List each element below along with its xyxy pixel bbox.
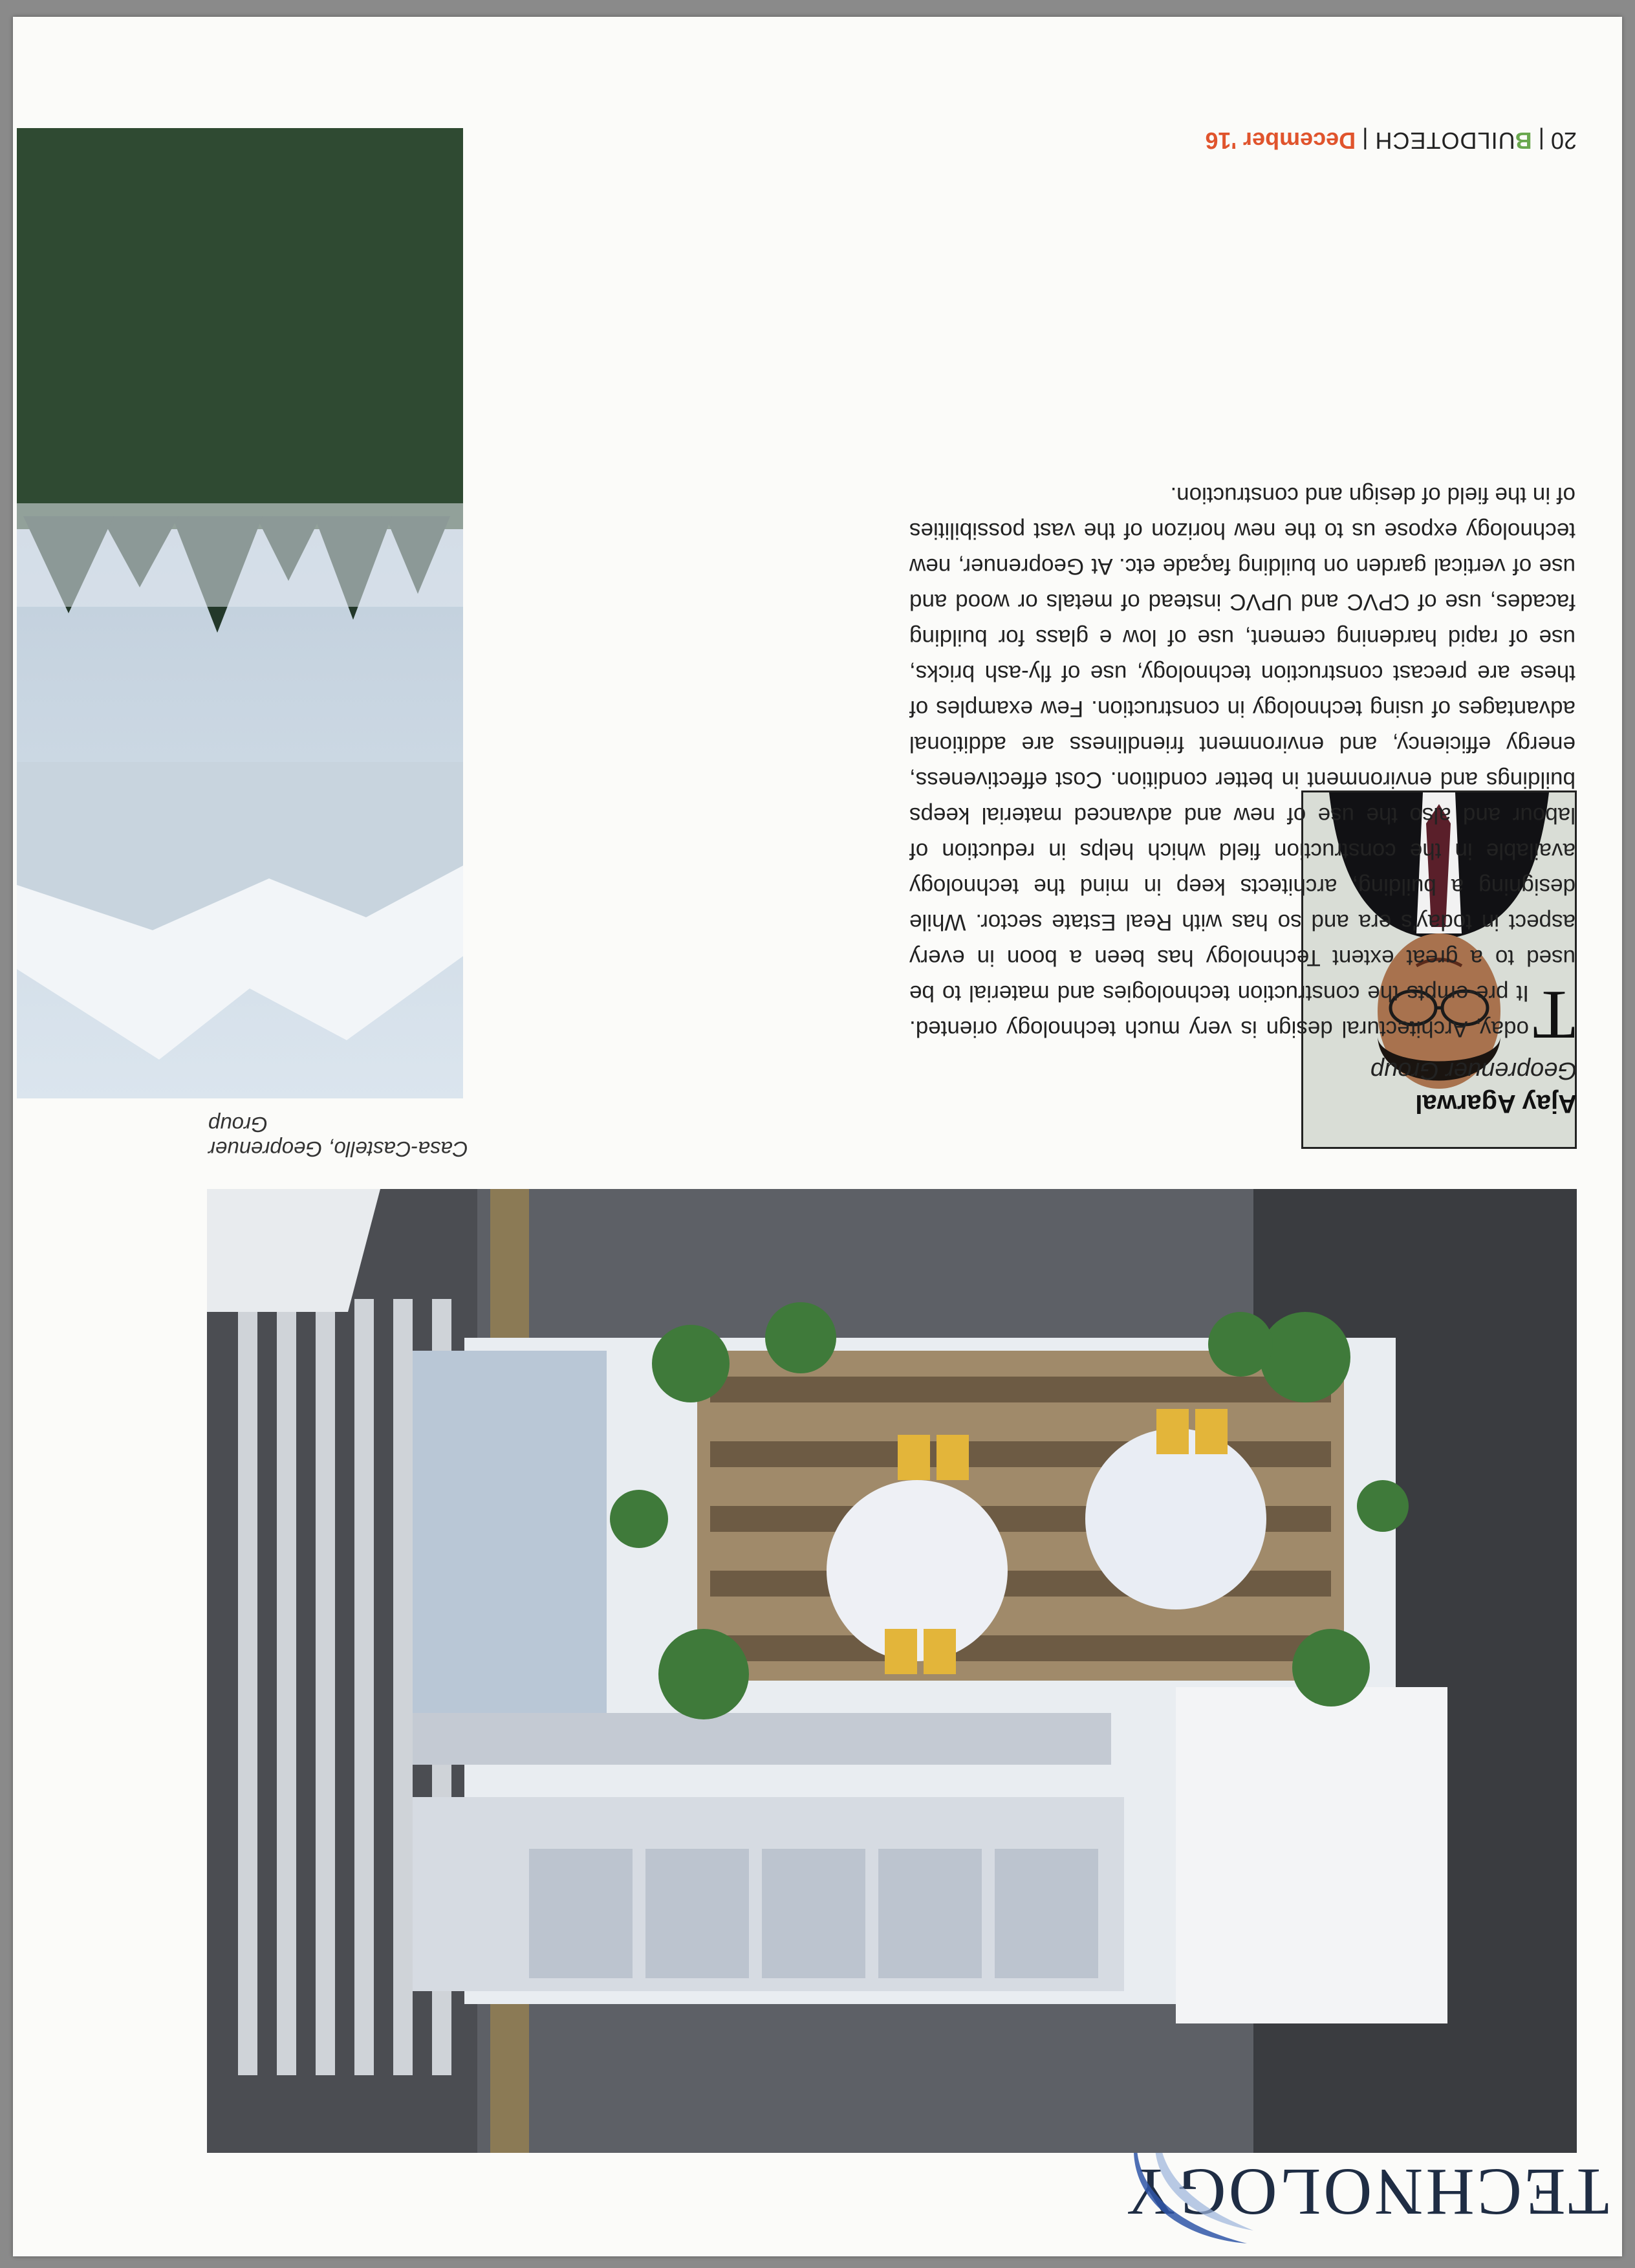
article-body: [909, 477, 1575, 1053]
photo-caption: Casa-Castello, Geoprenuer Group: [208, 1113, 468, 1161]
building-rendering: [207, 1189, 1577, 2153]
issue-month: December '16: [1205, 127, 1356, 154]
buildotech-logo-mark: B: [1515, 127, 1532, 154]
footer-separator: |: [1538, 127, 1544, 154]
magazine-name: UILDOTECH: [1374, 127, 1515, 154]
author-name: Ajay Agarwal: [1415, 1089, 1577, 1118]
section-title: TECHNOLOGY: [1123, 2155, 1609, 2229]
footer-separator-2: |: [1362, 127, 1369, 154]
page-number: 20: [1550, 127, 1577, 154]
drop-cap: T: [1533, 976, 1575, 1053]
mountain-landscape-image: [17, 128, 463, 1098]
page-footer: [1205, 127, 1577, 154]
page-sheet: [13, 17, 1622, 2256]
article-text: oday, Architectural design is very much technology oriented. It pre-empts the construction technologies and material to be used to a great extent Technology has been a boon in every aspect in today's era and so has with Real Estate sector. While designing a building, architects keep in mind the technology available in the construction field which helps in reduction of labour and also the use of new and advanced material keeps buildings and environment in better condition. Cost effectiveness, energy efficiency, and environment friendliness are additional advantages of using technology in construction. Few examples of these are precast construction technology, use of fly-ash bricks, use of rapid hardening cement, use of low e glass for building facades, use of CPVC and UPVC instead of metals or wood and use of vertical garden on building façade etc. At Geoprenuer, new technology expose us to the new horizon of the vast possibilities of in the field of design and construction.: [909, 483, 1575, 1041]
author-organization: Geoprenuer Group: [1370, 1057, 1577, 1084]
